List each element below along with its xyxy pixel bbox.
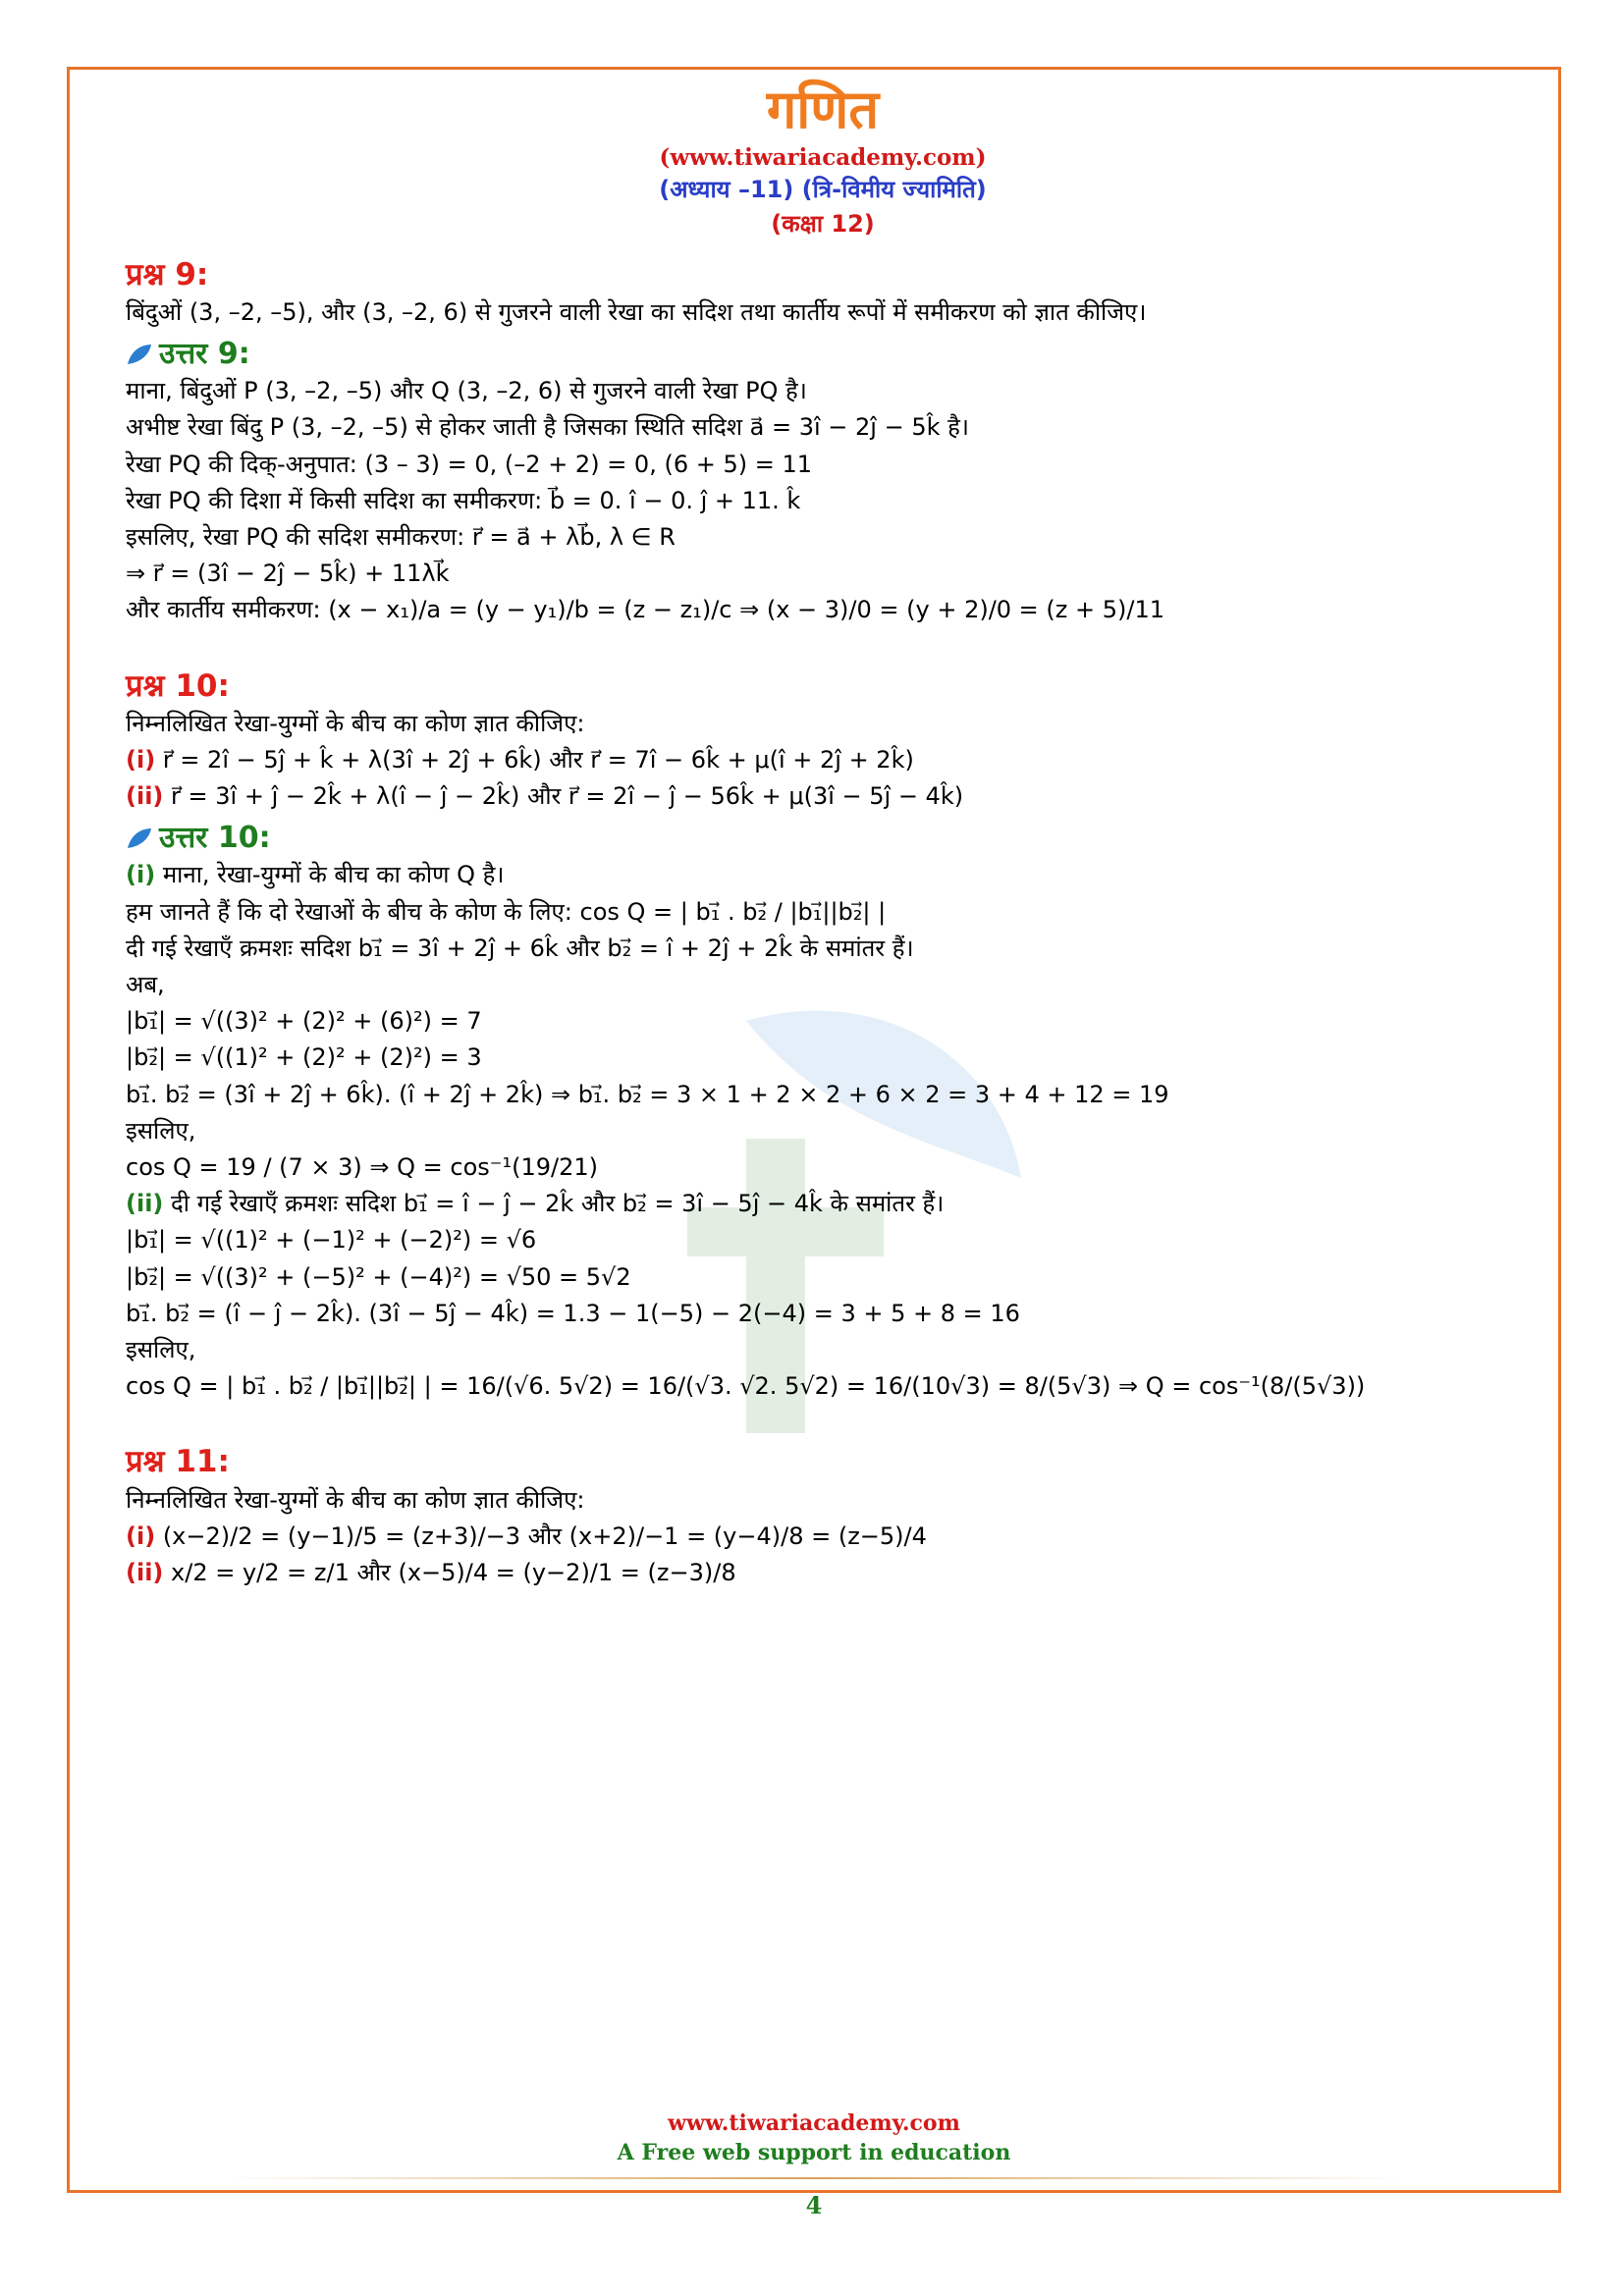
part-i-label: (i) (126, 1522, 156, 1550)
question-11-part-i (126, 1519, 1520, 1555)
question-10-text: निम्नलिखित रेखा-युग्मों के बीच का कोण ज्ञात कीजिए: (126, 709, 585, 737)
answer-10-ii-line: b₁⃗. b₂⃗ = (î − ĵ − 2k̂). (3î − 5ĵ − 4k̂) = 1.3 − 1(−5) − 2(−4) = 3 + 5 + 8 = 16 (126, 1299, 1020, 1327)
page-title: गणित (766, 79, 880, 140)
answer-10-i-line: दी गई रेखाएँ क्रमशः सदिश b₁⃗ = 3î + 2ĵ + 6k̂ और b₂⃗ = î + 2ĵ + 2k̂ के समांतर हैं। (126, 934, 914, 962)
answer-10-i-line: |b₂⃗| = √((1)² + (2)² + (2)²) = 3 (126, 1043, 482, 1072)
part-ii-label: (ii) (126, 782, 164, 811)
answer-9-line: रेखा PQ की दिक्-अनुपात: (3 – 3) = 0, (–2 + 2) = 0, (6 + 5) = 11 (126, 450, 812, 478)
answer-10-i-line (126, 857, 1520, 893)
part-i-equation: r⃗ = 2î − 5ĵ + k̂ + λ(3î + 2ĵ + 6k̂) और r⃗ = 7î − 6k̂ + μ(î + 2ĵ + 2k̂) (162, 746, 914, 774)
page-number: 4 (805, 2191, 823, 2219)
part-ii-equation: r⃗ = 3î + ĵ − 2k̂ + λ(î − ĵ − 2k̂) और r⃗ = 2î − ĵ − 56k̂ + μ(3î − 5ĵ − 4k̂) (171, 782, 964, 811)
answer-10-ii-text: दी गई रेखाएँ क्रमशः सदिश b₁⃗ = î − ĵ − 2k̂ और b₂⃗ = 3î − 5ĵ − 4k̂ के समांतर हैं। (171, 1190, 945, 1218)
question-11-part-ii (126, 1555, 1520, 1591)
part-i-label: (i) (126, 746, 156, 774)
answer-9-heading (126, 335, 1520, 373)
answer-10-ii-line (126, 1186, 1520, 1222)
question-11-text: निम्नलिखित रेखा-युग्मों के बीच का कोण ज्ञात कीजिए: (126, 1485, 585, 1514)
answer-9-line: रेखा PQ की दिशा में किसी सदिश का समीकरण: b⃗ = 0. î − 0. ĵ + 11. k̂ (126, 486, 801, 514)
answer-10-ii-line: |b₁⃗| = √((1)² + (−1)² + (−2)²) = √6 (126, 1226, 537, 1255)
answer-10-i-line: हम जानते हैं कि दो रेखाओं के बीच के कोण के लिए: cos Q = | b₁⃗ . b₂⃗ / |b₁⃗||b₂⃗| | (126, 897, 887, 926)
answer-9-label: उत्तर 9: (159, 337, 250, 372)
part-i-equation: (x−2)/2 = (y−1)/5 = (z+3)/−3 और (x+2)/−1 = (y−4)/8 = (z−5)/4 (162, 1522, 927, 1550)
footer-tagline: A Free web support in education (617, 2140, 1011, 2165)
part-ii-equation: x/2 = y/2 = z/1 और (x−5)/4 = (y−2)/1 = (z−3)/8 (171, 1558, 736, 1586)
answer-9-line: ⇒ r⃗ = (3î − 2ĵ − 5k̂) + 11λk⃗ (126, 560, 450, 588)
answer-10-i-line: इसलिए, (126, 1116, 196, 1145)
answer-10-i-line: cos Q = 19 / (7 × 3) ⇒ Q = cos⁻¹(19/21) (126, 1152, 598, 1181)
answer-9-line: और कार्तीय समीकरण: (x − x₁)/a = (y − y₁)/b = (z − z₁)/c ⇒ (x − 3)/0 = (y + 2)/0 = (z + 5)/11 (126, 596, 1165, 624)
header-site: (www.tiwariacademy.com) (659, 143, 987, 171)
answer-9-line: इसलिए, रेखा PQ की सदिश समीकरण: r⃗ = a⃗ + λb⃗, λ ∈ R (126, 523, 676, 552)
answer-10-ii-line: |b₂⃗| = √((3)² + (−5)² + (−4)²) = √50 = 5√2 (126, 1262, 631, 1291)
question-10-part-ii (126, 778, 1520, 815)
question-9-text: बिंदुओं (3, –2, –5), और (3, –2, 6) से गुजरने वाली रेखा का सदिश तथा कार्तीय रूपों में समीकरण को ज्ञात कीजिए। (126, 298, 1147, 327)
answer-ii-label: (ii) (126, 1190, 164, 1218)
answer-10-heading (126, 819, 1520, 857)
part-ii-label: (ii) (126, 1558, 164, 1586)
question-11-heading: प्रश्न 11: (126, 1444, 230, 1480)
answer-9-line: माना, बिंदुओं P (3, –2, –5) और Q (3, –2, 6) से गुजरने वाली रेखा PQ है। (126, 377, 807, 405)
leaf-icon (126, 343, 153, 366)
answer-10-ii-line: इसलिए, (126, 1335, 196, 1363)
footer-site[interactable]: www.tiwariacademy.com (668, 2110, 960, 2136)
answer-10-i-text: माना, रेखा-युग्मों के बीच का कोण Q है। (162, 861, 505, 889)
question-10-heading: प्रश्न 10: (126, 667, 230, 704)
chapter-label: (अध्याय –11) (त्रि-विमीय ज्यामिति) (659, 175, 987, 203)
answer-10-ii-line: cos Q = | b₁⃗ . b₂⃗ / |b₁⃗||b₂⃗| | = 16/(√6. 5√2) = 16/(√3. √2. 5√2) = 16/(10√3) = 8/(5√3) ⇒ Q = cos⁻¹(8/(5√3)) (126, 1372, 1366, 1401)
class-label: (कक्षा 12) (771, 209, 875, 238)
question-10-part-i (126, 742, 1520, 778)
footer-divider (226, 2177, 1404, 2179)
answer-10-i-line: b₁⃗. b₂⃗ = (3î + 2ĵ + 6k̂). (î + 2ĵ + 2k̂) ⇒ b₁⃗. b₂⃗ = 3 × 1 + 2 × 2 + 6 × 2 = 3 + 4 + 12 = 19 (126, 1080, 1169, 1108)
answer-10-i-line: |b₁⃗| = √((3)² + (2)² + (6)²) = 7 (126, 1007, 482, 1036)
question-9-heading: प्रश्न 9: (126, 256, 209, 293)
answer-i-label: (i) (126, 861, 156, 889)
answer-10-i-line: अब, (126, 971, 165, 999)
answer-9-line: अभीष्ट रेखा बिंदु P (3, –2, –5) से होकर जाती है जिसका स्थिति सदिश a⃗ = 3î − 2ĵ − 5k̂ है। (126, 413, 969, 442)
answer-10-label: उत्तर 10: (159, 821, 271, 856)
leaf-icon (126, 827, 153, 850)
